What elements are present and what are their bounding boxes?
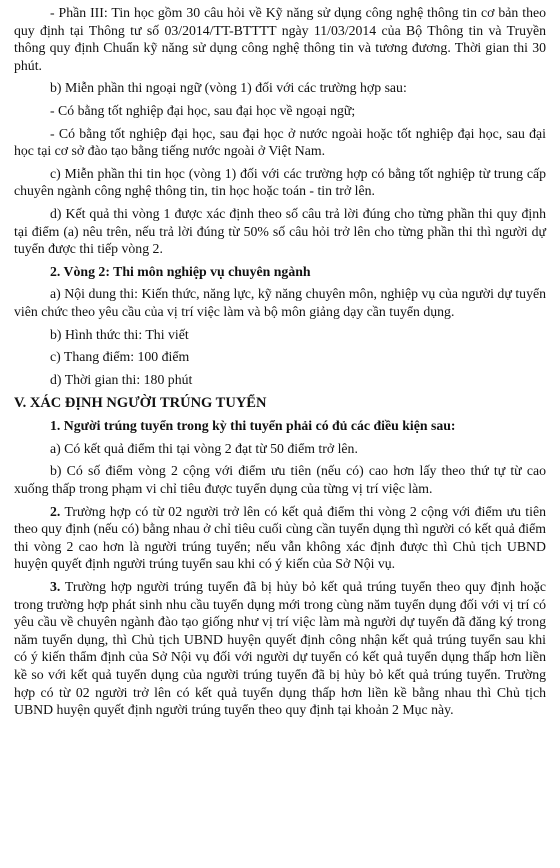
paragraph-truong-hop-2 xyxy=(14,503,546,573)
clause-number-2: 2. xyxy=(50,503,61,519)
paragraph-hinh-thuc-thi: b) Hình thức thi: Thi viết xyxy=(50,326,189,342)
paragraph-thoi-gian-thi: d) Thời gian thi: 180 phút xyxy=(50,371,193,387)
clause-number-3: 3. xyxy=(50,579,61,595)
paragraph-truong-hop-3 xyxy=(14,578,546,719)
paragraph-mien-tin-hoc: c) Miễn phần thi tin học (vòng 1) đối với các trường hợp có bằng tốt nghiệp từ trung cấp chuyên ngành công nghệ thông tin, tin học hoặc toán - tin trở lên. xyxy=(14,165,546,199)
heading-dieu-kien: 1. Người trúng tuyển trong kỳ thi tuyển phải có đủ các điều kiện sau: xyxy=(50,418,456,434)
heading-vong-2: 2. Vòng 2: Thi môn nghiệp vụ chuyên ngành xyxy=(50,263,311,279)
paragraph-dieu-kien-b: b) Có số điểm vòng 2 cộng với điểm ưu tiên (nếu có) cao hơn lấy theo thứ tự từ cao xuống thấp trong phạm vi chỉ tiêu được tuyển dụng của từng vị trí việc làm. xyxy=(14,463,546,497)
paragraph-bang-nuoc-ngoai: - Có bằng tốt nghiệp đại học, sau đại học ở nước ngoài hoặc tốt nghiệp đại học, sau đại học tại cơ sở đào tạo bằng tiếng nước ngoài ở Việt Nam. xyxy=(14,125,546,159)
paragraph-bang-ngoai-ngu: - Có bằng tốt nghiệp đại học, sau đại học về ngoại ngữ; xyxy=(50,102,356,118)
paragraph-thang-diem: c) Thang điểm: 100 điểm xyxy=(50,349,190,365)
paragraph-dieu-kien-a: a) Có kết quả điểm thi tại vòng 2 đạt từ 50 điểm trở lên. xyxy=(50,440,358,456)
paragraph-ket-qua-vong-1: d) Kết quả thi vòng 1 được xác định theo số câu trả lời đúng cho từng phần thi quy định tại điểm (a) nêu trên, nếu trả lời đúng từ 50% số câu hỏi trở lên cho từng phần thi thì người dự tuyển được thi tiếp vòng 2. xyxy=(14,205,546,257)
paragraph-phan-iii: - Phần III: Tin học gồm 30 câu hỏi về Kỹ năng sử dụng công nghệ thông tin cơ bản theo quy định tại Thông tư số 03/2014/TT-BTTTT ngày 11/03/2014 của Bộ Thông tin và Truyền thông quy định Chuẩn kỹ năng sử dụng công nghệ thông tin và tương đương. Thời gian thi 30 phút. xyxy=(14,5,546,73)
clause-text-2: Trường hợp có từ 02 người trở lên có kết quả điểm thi vòng 2 cộng với điểm ưu tiên theo quy định (nếu có) bằng nhau ở chỉ tiêu cuối cùng cần tuyển dụng thì người có kết quả điểm thi vòng 2 cao hơn là người trúng tuyển; nếu vẫn không xác định được thì Chủ tịch UBND huyện quyết định người trúng tuyển sau khi có ý kiến của Sở Nội vụ. xyxy=(14,503,546,572)
section-heading-v: V. XÁC ĐỊNH NGƯỜI TRÚNG TUYỂN xyxy=(14,395,267,412)
paragraph-noi-dung-thi: a) Nội dung thi: Kiến thức, năng lực, kỹ năng chuyên môn, nghiệp vụ của người dự tuyển viên chức theo yêu cầu của vị trí việc làm và bộ môn giảng dạy cần tuyển dụng. xyxy=(14,286,546,319)
clause-text-3: Trường hợp người trúng tuyển đã bị hủy bỏ kết quả trúng tuyển theo quy định hoặc trong trường hợp phát sinh nhu cầu tuyển dụng mới trong cùng năm tuyển dụng đối với vị trí có yêu cầu về chuyên ngành đào tạo giống như vị trí việc làm mà người dự tuyển đã đăng ký trong năm tuyển dụng, thì Chủ tịch UBND huyện quyết định công nhận kết quả trúng tuyển sau khi có ý kiến thẩm định của Sở Nội vụ đối với người dự tuyển có kết quả tuyển dụng thấp hơn liền kề so với kết quả tuyển dụng của người trúng tuyển đã bị hủy bỏ kết quả trúng tuyển. Trường hợp có từ 02 người trở lên có kết quả tuyển dụng thấp hơn liền kề bằng nhau thì Chủ tịch UBND huyện quyết định người trúng tuyển theo quy định tại khoản 2 Mục này. xyxy=(14,579,546,718)
paragraph-mien-ngoai-ngu: b) Miễn phần thi ngoại ngữ (vòng 1) đối với các trường hợp sau: xyxy=(50,80,407,96)
